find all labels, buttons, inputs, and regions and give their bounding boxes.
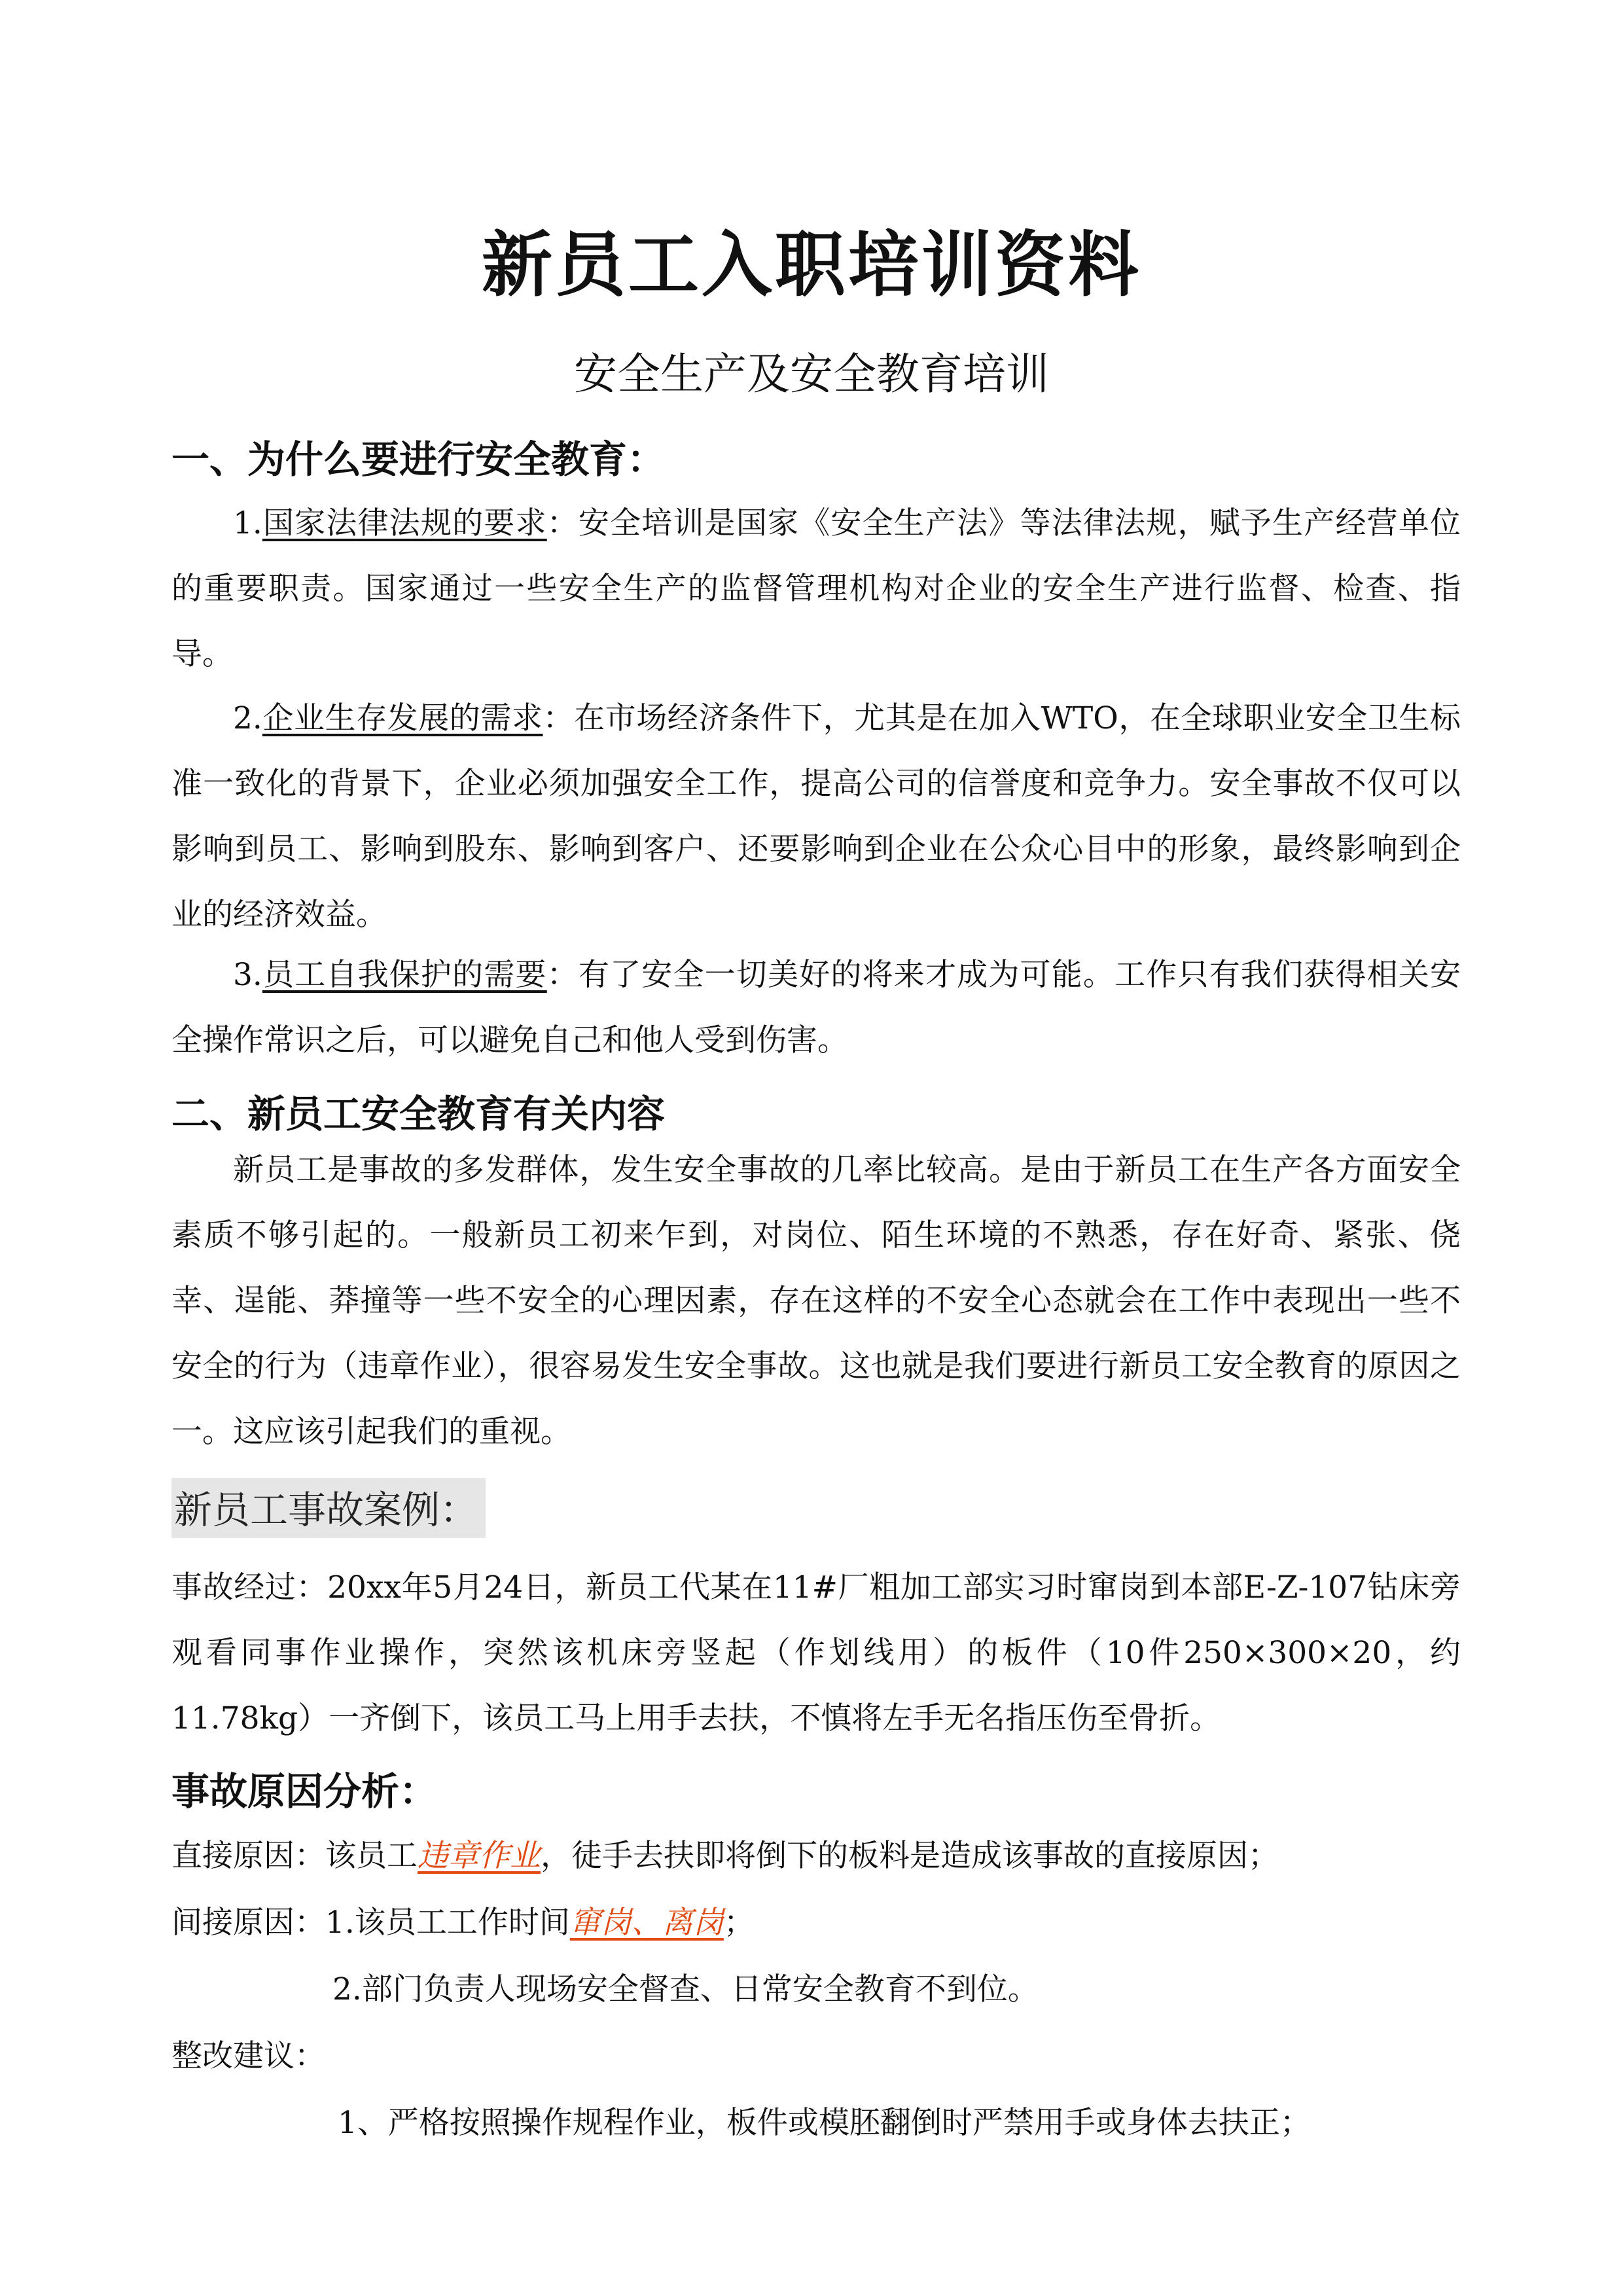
item3-text: ：有了安全一切美好的将来才成为可能。工作只有我们获得相关安全操作常识之后，可以避免自己和他人受到伤害。 — [171, 957, 1461, 1058]
direct-prefix: 直接原因：该员工 — [171, 1838, 418, 1874]
section1-item2 — [171, 686, 1461, 948]
section2-heading: 二、新员工安全教育有关内容 — [171, 1092, 666, 1136]
document-title: 新员工入职培训资料 — [481, 224, 1141, 306]
item2-label: 企业生存发展的需求 — [262, 700, 543, 736]
direct-suffix: ，徒手去扶即将倒下的板料是造成该事故的直接原因； — [541, 1838, 1279, 1874]
item3-label: 员工自我保护的需要 — [262, 957, 547, 993]
analysis-heading: 事故原因分析： — [171, 1769, 438, 1814]
rectify-heading: 整改建议： — [171, 2038, 325, 2074]
section1-item1 — [171, 491, 1461, 687]
case-process: 事故经过：20xx年5月24日，新员工代某在11#厂粗加工部实习时窜岗到本部E-Z-107钻床旁观看同事作业操作，突然该机床旁竖起（作划线用）的板件（10件250×300×20，约11.78kg）一齐倒下，该员工马上用手去扶，不慎将左手无名指压伤至骨折。 — [171, 1570, 1461, 1736]
section1-heading: 一、为什么要进行安全教育： — [171, 437, 666, 482]
document-subtitle: 安全生产及安全教育培训 — [574, 349, 1049, 399]
direct-cause — [171, 1831, 1279, 1875]
item1-text: ：安全培训是国家《安全生产法》等法律法规，赋予生产经营单位的重要职责。国家通过一些安全生产的监督管理机构对企业的安全生产进行监督、检查、指导。 — [171, 505, 1461, 672]
indirect-highlight: 窜岗、离岗 — [569, 1905, 724, 1941]
section2-paragraph: 新员工是事故的多发群体，发生安全事故的几率比较高。是由于新员工在生产各方面安全素质不够引起的。一般新员工初来乍到，对岗位、陌生环境的不熟悉，存在好奇、紧张、侥幸、逞能、莽撞等一些不安全的心理因素，存在这样的不安全心态就会在工作中表现出一些不安全的行为（违章作业），很容易发生安全事故。这也就是我们要进行新员工安全教育的原因之一。这应该引起我们的重视。 — [171, 1152, 1461, 1450]
section1-item3 — [171, 942, 1461, 1073]
item3-number: 3. — [233, 957, 262, 993]
item2-number: 2. — [233, 700, 262, 736]
item2-text: ：在市场经济条件下，尤其是在加入WTO，在全球职业安全卫生标准一致化的背景下，企业必须加强安全工作，提高公司的信誉度和竞争力。安全事故不仅可以影响到员工、影响到股东、影响到客户、还要影响到企业在公众心目中的形象，最终影响到企业的经济效益。 — [171, 700, 1461, 933]
item1-label: 国家法律法规的要求 — [262, 505, 547, 541]
indirect-prefix: 间接原因：1.该员工工作时间 — [171, 1905, 570, 1941]
direct-highlight: 违章作业 — [418, 1838, 541, 1874]
case-tag: 新员工事故案例： — [171, 1478, 486, 1538]
indirect-cause-2: 2.部门负责人现场安全督查、日常安全教育不到位。 — [332, 1971, 1039, 2007]
indirect-suffix: ； — [723, 1905, 755, 1941]
item1-number: 1. — [233, 505, 262, 541]
rectify-item-1: 1、严格按照操作规程作业，板件或模胚翻倒时严禁用手或身体去扶正； — [338, 2105, 1311, 2141]
indirect-cause — [171, 1898, 755, 1942]
